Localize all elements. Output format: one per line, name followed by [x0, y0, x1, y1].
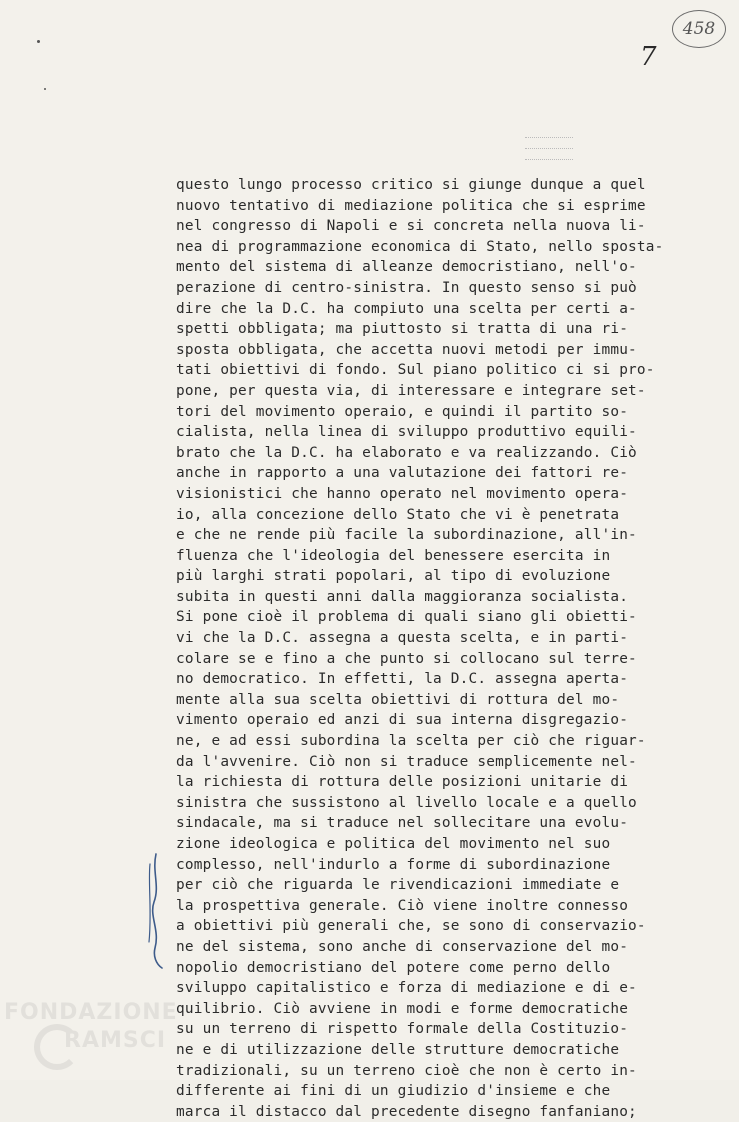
- text-line: più larghi strati popolari, al tipo di evoluzione: [176, 568, 611, 585]
- faint-show-through-marks: [525, 128, 573, 168]
- text-line: da l'avvenire. Ciò non si traduce semplicemente nel-: [176, 753, 637, 770]
- text-line: io, alla concezione dello Stato che vi è penetrata: [176, 506, 620, 523]
- text-line: a obiettivi più generali che, se sono di conservazio-: [176, 918, 646, 935]
- text-line: sinistra che sussistono al livello locale e a quello: [176, 794, 637, 811]
- text-line: differente ai fini di un giudizio d'insieme e che: [176, 1083, 611, 1100]
- text-line: vi che la D.C. assegna a questa scelta, e in parti-: [176, 630, 629, 647]
- text-line: ne e di utilizzazione delle strutture democratiche: [176, 1041, 620, 1058]
- archive-watermark: [4, 1000, 194, 1070]
- text-line: cialista, nella linea di sviluppo produttivo equili-: [176, 424, 637, 441]
- text-line: tati obiettivi di fondo. Sul piano politico ci si pro-: [176, 362, 655, 379]
- text-line: anche in rapporto a una valutazione dei fattori re-: [176, 465, 629, 482]
- paper-speck: [37, 40, 40, 43]
- text-line: e che ne rende più facile la subordinazione, all'in-: [176, 527, 637, 544]
- archive-number-stamp: [672, 10, 726, 48]
- text-line: fluenza che l'ideologia del benessere esercita in: [176, 547, 611, 564]
- text-line: questo lungo processo critico si giunge dunque a quel: [176, 177, 646, 193]
- text-line: la richiesta di rottura delle posizioni unitarie di: [176, 774, 629, 791]
- text-line: sindacale, ma si traduce nel sollecitare una evolu-: [176, 815, 629, 832]
- text-line: perazione di centro-sinistra. In questo senso si può: [176, 279, 637, 296]
- text-line: sposta obbligata, che accetta nuovi metodi per immu-: [176, 341, 637, 358]
- watermark-line-1: FONDAZIONE: [4, 1000, 178, 1025]
- text-line: spetti obbligata; ma piuttosto si tratta di una ri-: [176, 321, 629, 338]
- paper-speck: [44, 88, 46, 90]
- text-line: mento del sistema di alleanze democristiano, nell'o-: [176, 259, 637, 276]
- text-line: nuovo tentativo di mediazione politica che si esprime: [176, 197, 646, 214]
- text-line: dire che la D.C. ha compiuto una scelta per certi a-: [176, 300, 637, 317]
- text-line: visionistici che hanno operato nel movimento opera-: [176, 485, 629, 502]
- margin-bracket-annotation: [146, 852, 170, 970]
- text-line: no democratico. In effetti, la D.C. assegna aperta-: [176, 671, 629, 688]
- text-line: nopolio democristiano del potere come perno dello: [176, 959, 611, 976]
- typewritten-body: [176, 175, 666, 1122]
- text-line: ne del sistema, sono anche di conservazione del mo-: [176, 938, 629, 955]
- text-line: marca il distacco dal precedente disegno fanfaniano;: [176, 1103, 637, 1120]
- archive-number: 458: [682, 19, 716, 39]
- text-line: nel congresso di Napoli e si concreta nella nuova li-: [176, 218, 646, 235]
- text-line: Si pone cioè il problema di quali siano gli obietti-: [176, 609, 637, 626]
- text-line: colare se e fino a che punto si collocano sul terre-: [176, 650, 637, 667]
- text-line: zione ideologica e politica del movimento nel suo: [176, 836, 611, 852]
- text-line: brato che la D.C. ha elaborato e va realizzando. Ciò: [176, 444, 637, 461]
- text-line: vimento operaio ed anzi di sua interna disgregazio-: [176, 712, 629, 729]
- text-line: per ciò che riguarda le rivendicazioni immediate e: [176, 877, 620, 894]
- text-line: pone, per questa via, di interessare e integrare set-: [176, 382, 646, 399]
- text-line: tradizionali, su un terreno cioè che non è certo in-: [176, 1062, 637, 1079]
- text-line: sviluppo capitalistico e forza di mediazione e di e-: [176, 980, 637, 997]
- text-line: tori del movimento operaio, e quindi il partito so-: [176, 403, 629, 420]
- text-line: mente alla sua scelta obiettivi di rottura del mo-: [176, 691, 620, 708]
- text-line: su un terreno di rispetto formale della Costituzio-: [176, 1021, 629, 1038]
- text-line: complesso, nell'indurlo a forme di subordinazione: [176, 856, 611, 873]
- watermark-line-2: RAMSCI: [64, 1028, 167, 1053]
- text-line: nea di programmazione economica di Stato, nello sposta-: [176, 238, 664, 255]
- text-line: subita in questi anni dalla maggioranza socialista.: [176, 588, 629, 605]
- text-line: la prospettiva generale. Ciò viene inoltre connesso: [176, 897, 629, 914]
- text-line: quilibrio. Ciò avviene in modi e forme democratiche: [176, 1000, 629, 1017]
- text-line: ne, e ad essi subordina la scelta per ciò che riguar-: [176, 733, 646, 750]
- page-number: 7: [640, 42, 657, 72]
